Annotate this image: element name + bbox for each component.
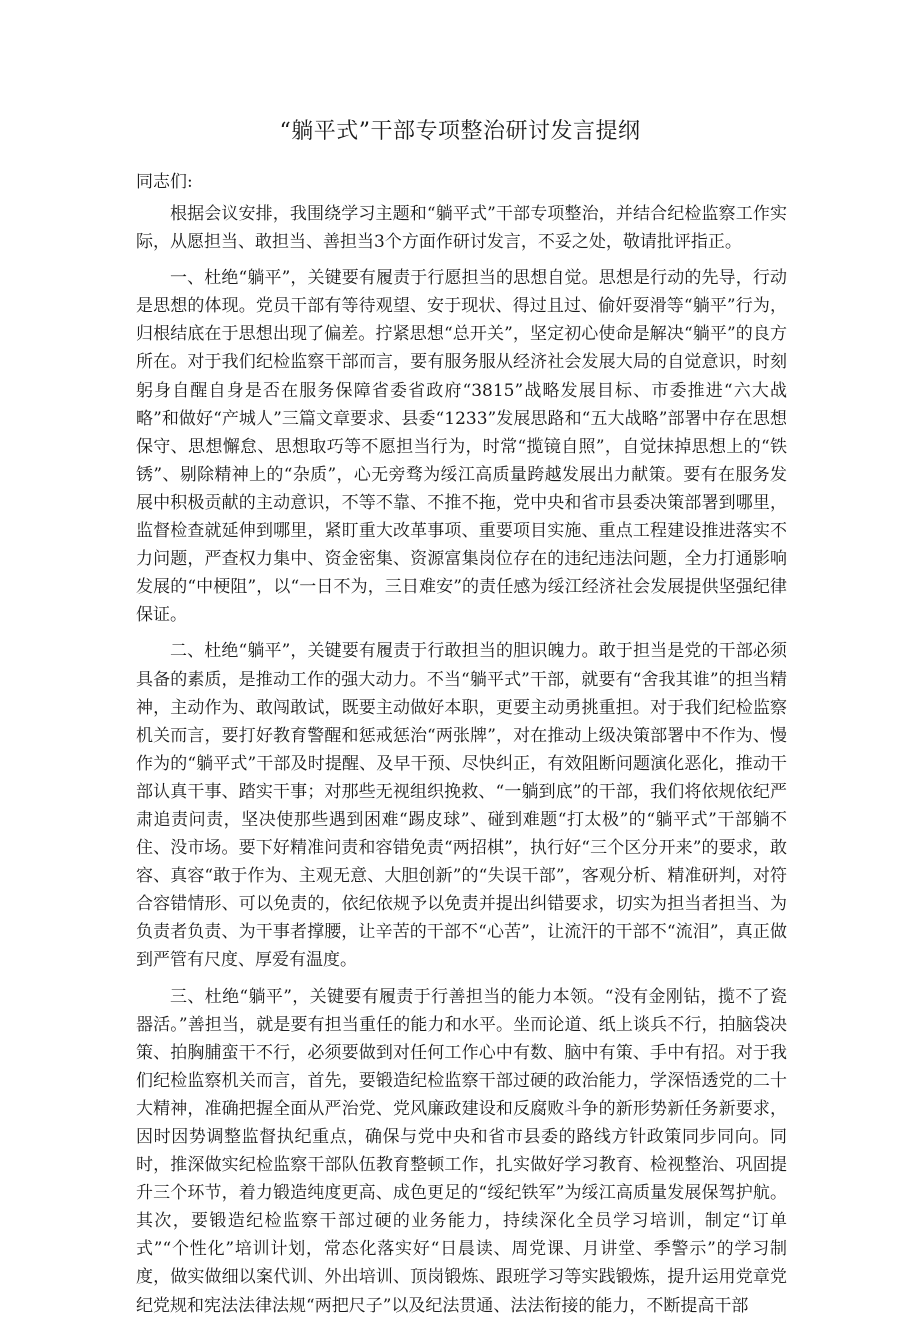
paragraph-intro: 根据会议安排，我围绕学习主题和“躺平式”干部专项整治，并结合纪检监察工作实际，从愿担当、敢担当、善担当3个方面作研讨发言，不妥之处，敬请批评指正。 bbox=[136, 204, 787, 253]
salutation: 同志们: bbox=[136, 172, 193, 192]
document-body bbox=[136, 200, 787, 1328]
paragraph-section-1: 一、杜绝“躺平”，关键要有履责于行愿担当的思想自觉。思想是行动的先导，行动是思想的体现。党员干部有等待观望、安于现状、得过且过、偷奸耍滑等“躺平”行为，归根结底在于思想出现了偏差。拧紧思想“总开关”，坚定初心使命是解决“躺平”的良方所在。对于我们纪检监察干部而言，要有服务服从经济社会发展大局的自觉意识，时刻躬身自醒自身是否在服务保障省委省政府“3815”战略发展目标、市委推进“六大战略”和做好“产城人”三篇文章要求、县委“1233”发展思路和“五大战略”部署中存在思想保守、思想懈怠、思想取巧等不愿担当行为，时常“揽镜自照”，自觉抹掉思想上的“铁锈”、剔除精神上的“杂质”，心无旁骛为绥江高质量跨越发展出力献策。要有在服务发展中积极贡献的主动意识，不等不靠、不推不拖，党中央和省市县委决策部署到哪里，监督检查就延伸到哪里，紧盯重大改革事项、重要项目实施、重点工程建设推进落实不力问题，严查权力集中、资金密集、资源富集岗位存在的违纪违法问题，全力打通影响发展的“中梗阻”，以“一日不为，三日难安”的责任感为绥江经济社会发展提供坚强纪律保证。 bbox=[136, 268, 787, 626]
paragraph-section-3: 三、杜绝“躺平”，关键要有履责于行善担当的能力本领。“没有金刚钻，揽不了瓷器活。”善担当，就是要有担当重任的能力和水平。坐而论道、纸上谈兵不行，拍脑袋决策、拍胸脯蛮干不行，必须要做到对任何工作心中有数、脑中有策、手中有招。对于我们纪检监察机关而言，首先，要锻造纪检监察干部过硬的政治能力，学深悟透党的二十大精神，准确把握全面从严治党、党风廉政建设和反腐败斗争的新形势新任务新要求，因时因势调整监督执纪重点，确保与党中央和省市县委的路线方针政策同步同向。同时，推深做实纪检监察干部队伍教育整顿工作，扎实做好学习教育、检视整治、巩固提升三个环节，着力锻造纯度更高、成色更足的“绥纪铁军”为绥江高质量发展保驾护航。其次，要锻造纪检监察干部过硬的业务能力，持续深化全员学习培训，制定“订单式”“个性化”培训计划，常态化落实好“日晨读、周党课、月讲堂、季警示”的学习制度，做实做细以案代训、外出培训、顶岗锻炼、跟班学习等实践锻炼，提升运用党章党纪党规和宪法法律法规“两把尺子”以及纪法贯通、法法衔接的能力，不断提高干部 bbox=[136, 986, 787, 1316]
paragraph-section-2: 二、杜绝“躺平”，关键要有履责于行敢担当的胆识魄力。敢于担当是党的干部必须具备的素质，是推动工作的强大动力。不当“躺平式”干部，就要有“舍我其谁”的担当精神，主动作为、敢闯敢试，既要主动做好本职，更要主动勇挑重担。对于我们纪检监察机关而言，要打好教育警醒和惩戒惩治“两张牌”，对在推动上级决策部署中不作为、慢作为的“躺平式”干部及时提醒、及早干预、尽快纠正，有效阻断问题演化恶化，推动干部认真干事、踏实干事；对那些无视组织挽救、“一躺到底”的干部，我们将依规依纪严肃追责问责，坚决使那些遇到困难“踢皮球”、碰到难题“打太极”的“躺平式”干部躺不住、没市场。要下好精准问责和容错免责“两招棋”，执行好“三个区分开来”的要求，敢容、真容“敢于作为、主观无意、大胆创新”的“失误干部”，客观分析、精准研判，对符合容错情形、可以免责的，依纪依规予以免责并提出纠错要求，切实为担当者担当、为负责者负责、为干事者撑腰，让辛苦的干部不“心苦”，让流汗的干部不“流泪”，真正做到严管有尺度、厚爱有温度。 bbox=[136, 641, 787, 971]
document-title: “躺平式”干部专项整治研讨发言提纲 bbox=[279, 119, 641, 144]
